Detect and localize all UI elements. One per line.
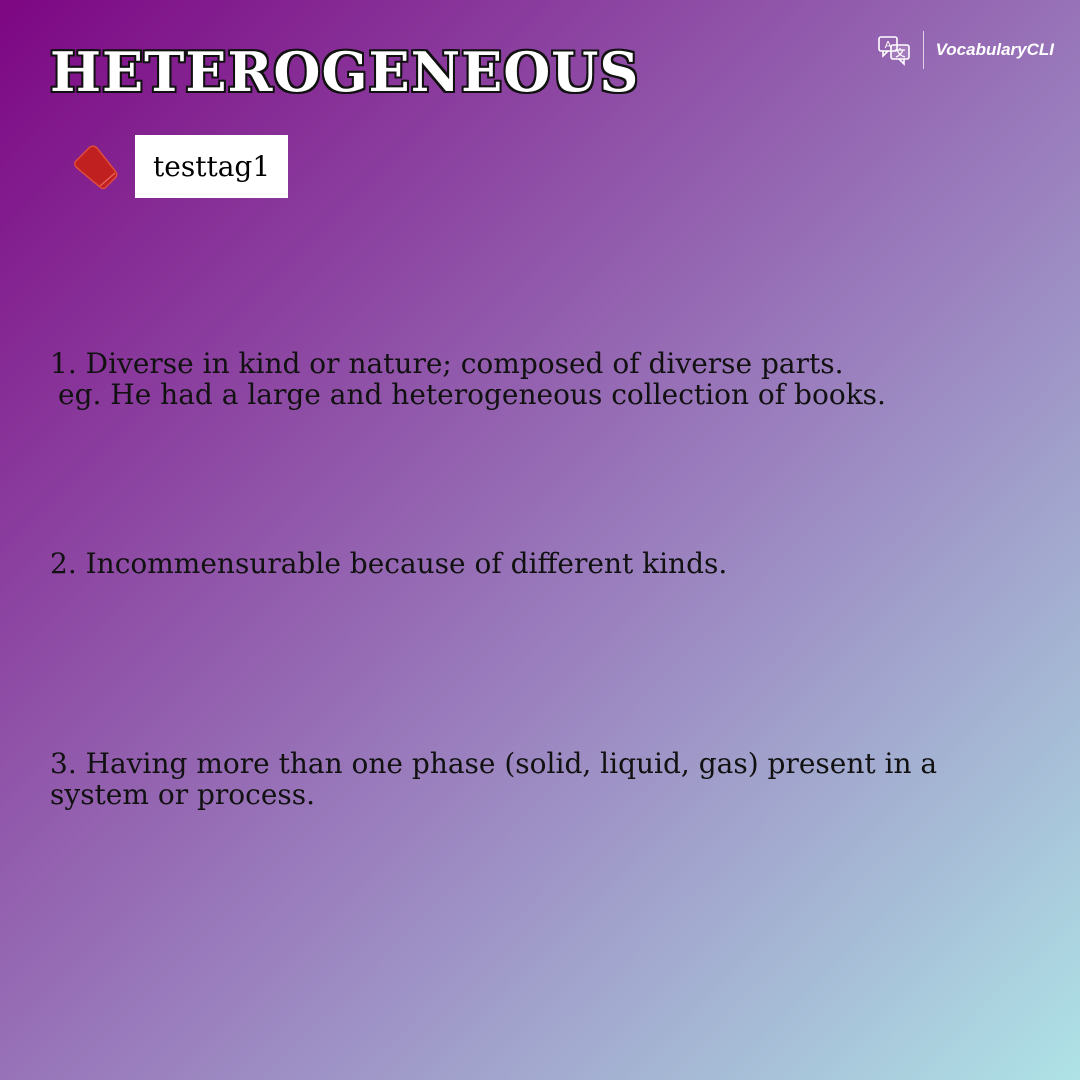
definition-text: 1. Diverse in kind or nature; composed of diverse parts. <box>50 347 844 380</box>
tag-list <box>70 135 288 198</box>
definition-item <box>50 548 1010 579</box>
translate-icon <box>877 33 911 67</box>
definition-item <box>50 348 1010 410</box>
brand-name: VocabularyCLI <box>935 40 1054 59</box>
definition-example: eg. He had a large and heterogeneous collection of books. <box>58 378 886 411</box>
svg-text:A: A <box>884 40 892 51</box>
definition-text: 3. Having more than one phase (solid, liquid, gas) present in a system or process. <box>50 747 938 811</box>
word-title: HETEROGENEOUS <box>50 40 640 104</box>
definition-text: 2. Incommensurable because of different kinds. <box>50 547 728 580</box>
tag-icon <box>70 142 120 192</box>
tag-chip[interactable]: testtag1 <box>135 135 288 198</box>
definition-item <box>50 748 1010 810</box>
brand <box>877 30 1054 70</box>
brand-divider <box>923 31 924 69</box>
